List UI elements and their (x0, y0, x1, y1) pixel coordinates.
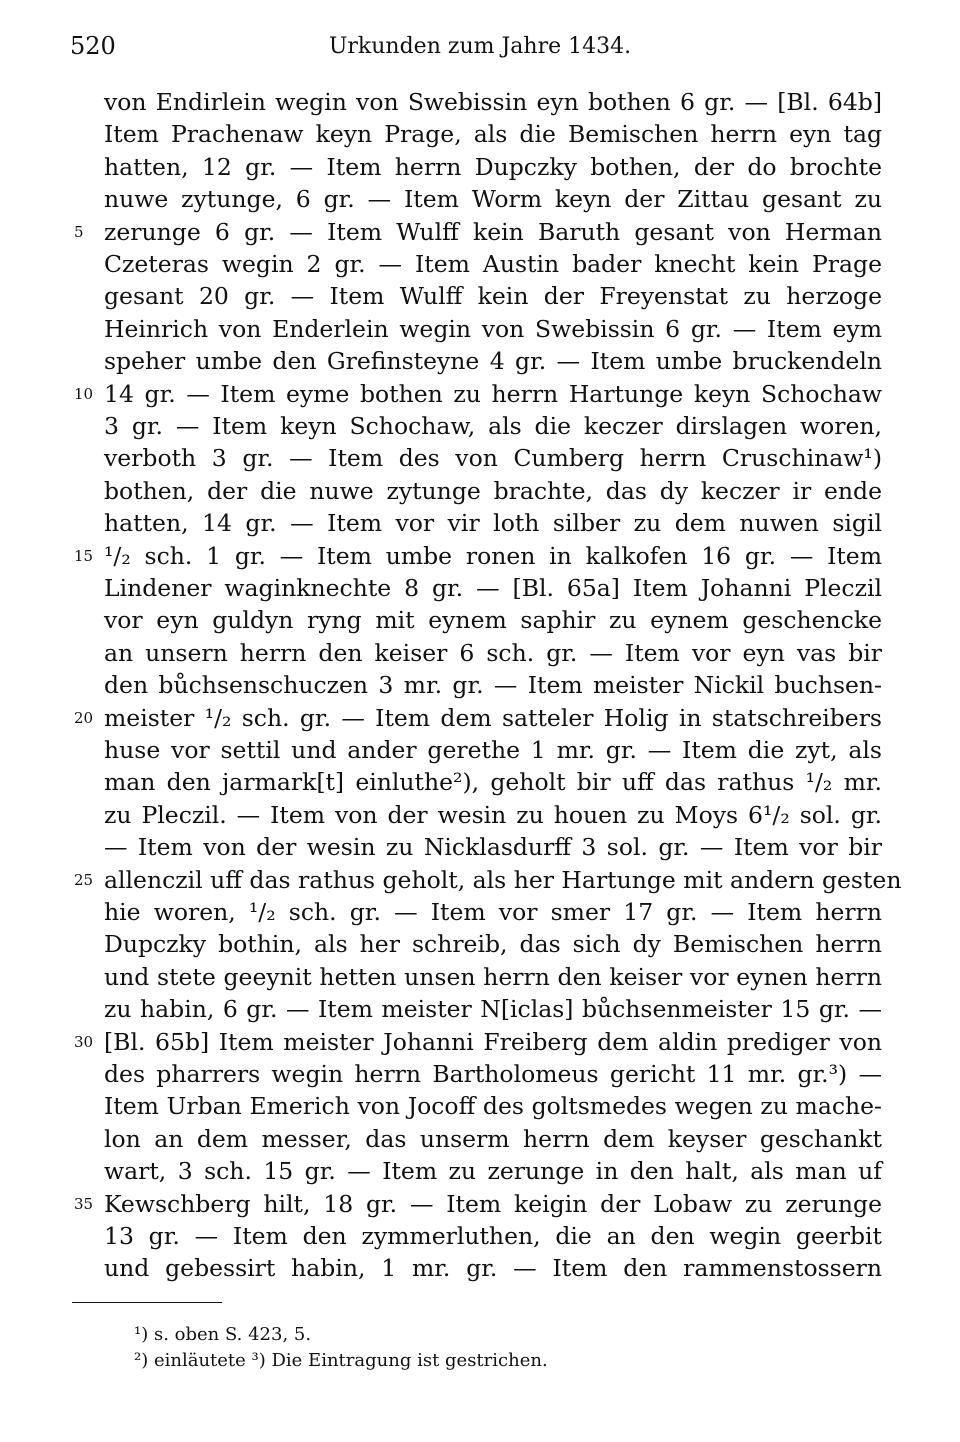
text-line (0, 540, 960, 573)
line-text: Czeteras wegin 2 gr. — Item Austin bader knecht kein Prage (104, 250, 882, 278)
text-line (0, 378, 960, 411)
text-line (0, 766, 960, 799)
text-line (0, 896, 960, 929)
text-line (0, 1220, 960, 1253)
line-text: den bůchsenschuczen 3 mr. gr. — Item meister Nickil buchsen- (104, 671, 882, 700)
text-line (0, 864, 960, 897)
line-number: 5 (74, 222, 84, 241)
line-text: Lindener waginknechte 8 gr. — [Bl. 65a] Item Johanni Pleczil (104, 574, 882, 602)
text-line (0, 702, 960, 735)
line-text: 14 gr. — Item eyme bothen zu herrn Hartunge keyn Schochaw (104, 379, 882, 408)
text-line (0, 183, 960, 216)
line-text: hatten, 14 gr. — Item vor vir loth silber zu dem nuwen sigil (104, 509, 882, 538)
text-line (0, 313, 960, 346)
footnote: ²) einläutete ³) Die Eintragung ist gestrichen. (134, 1350, 548, 1371)
text-line (0, 799, 960, 832)
text-line (0, 1123, 960, 1156)
line-text: zerunge 6 gr. — Item Wulff kein Baruth gesant von Herman (104, 217, 882, 246)
text-line (0, 1188, 960, 1221)
line-text: lon an dem messer, das unserm herrn dem keyser geschankt (104, 1124, 882, 1153)
line-text: allenczil uff das rathus geholt, als her Hartunge mit andern gesten (104, 865, 902, 894)
text-line (0, 248, 960, 281)
line-number: 20 (74, 708, 94, 727)
line-number: 10 (74, 384, 94, 403)
line-text: zu habin, 6 gr. — Item meister N[iclas] bůchsenmeister 15 gr. — (104, 995, 882, 1024)
text-line (0, 475, 960, 508)
text-line (0, 442, 960, 475)
line-text: des pharrers wegin herrn Bartholomeus gericht 11 mr. gr.³) — (104, 1060, 882, 1088)
text-line (0, 928, 960, 961)
text-line (0, 1155, 960, 1188)
line-text: ¹/₂ sch. 1 gr. — Item umbe ronen in kalkofen 16 gr. — Item (104, 541, 882, 570)
line-text: 3 gr. — Item keyn Schochaw, als die keczer dirslagen woren, (104, 412, 882, 440)
line-text: verboth 3 gr. — Item des von Cumberg herrn Cruschinaw¹) (104, 444, 882, 473)
text-line (0, 604, 960, 637)
footnote-rule (72, 1302, 222, 1303)
line-text: wart, 3 sch. 15 gr. — Item zu zerunge in den halt, als man uf (104, 1157, 882, 1186)
line-text: vor eyn guldyn ryng mit eynem saphir zu eynem geschencke (104, 606, 882, 635)
line-text: an unsern herrn den keiser 6 sch. gr. — Item vor eyn vas bir (104, 638, 882, 667)
line-text: zu Pleczil. — Item von der wesin zu houen zu Moys 6¹/₂ sol. gr. (104, 800, 882, 829)
line-number: 25 (74, 870, 94, 889)
line-number: 30 (74, 1032, 94, 1051)
line-text: hatten, 12 gr. — Item herrn Dupczky bothen, der do brochte (104, 152, 882, 181)
line-text: Item Prachenaw keyn Prage, als die Bemischen herrn eyn tag (104, 120, 882, 149)
line-text: 13 gr. — Item den zymmerluthen, die an den wegin geerbit (104, 1222, 882, 1250)
text-line (0, 118, 960, 151)
text-line (0, 1252, 960, 1285)
line-text: hie woren, ¹/₂ sch. gr. — Item vor smer 17 gr. — Item herrn (104, 898, 882, 926)
text-line (0, 572, 960, 605)
line-text: Dupczky bothin, als her schreib, das sich dy Bemischen herrn (104, 930, 882, 959)
line-number: 15 (74, 546, 94, 565)
text-line (0, 734, 960, 767)
text-line (0, 410, 960, 443)
text-line (0, 1058, 960, 1091)
line-text: — Item von der wesin zu Nicklasdurff 3 sol. gr. — Item vor bir (104, 833, 882, 862)
text-line (0, 1090, 960, 1123)
text-line (0, 216, 960, 249)
line-text: bothen, der die nuwe zytunge brachte, das dy keczer ir ende (104, 476, 882, 505)
line-text: speher umbe den Grefinsteyne 4 gr. — Item umbe bruckendeln (104, 347, 882, 376)
line-text: [Bl. 65b] Item meister Johanni Freiberg dem aldin prediger von (104, 1027, 882, 1056)
text-line (0, 86, 960, 119)
text-line (0, 637, 960, 670)
footnote: ¹) s. oben S. 423, 5. (134, 1324, 312, 1345)
text-line (0, 993, 960, 1026)
text-line (0, 669, 960, 702)
line-text: und gebessirt habin, 1 mr. gr. — Item den rammenstossern (104, 1254, 882, 1283)
line-text: Item Urban Emerich von Jocoff des goltsmedes wegen zu mache- (104, 1092, 882, 1121)
page-number: 520 (70, 32, 116, 60)
line-text: meister ¹/₂ sch. gr. — Item dem satteler Holig in statschreibers (104, 703, 882, 732)
line-text: gesant 20 gr. — Item Wulff kein der Freyenstat zu herzoge (104, 282, 882, 311)
text-line (0, 831, 960, 864)
line-text: nuwe zytunge, 6 gr. — Item Worm keyn der Zittau gesant zu (104, 185, 882, 214)
line-text: huse vor settil und ander gerethe 1 mr. gr. — Item die zyt, als (104, 736, 882, 764)
footnotes (134, 1322, 548, 1374)
page-header (70, 32, 890, 66)
line-text: Kewschberg hilt, 18 gr. — Item keigin der Lobaw zu zerunge (104, 1189, 882, 1218)
text-line (0, 345, 960, 378)
line-number: 35 (74, 1194, 94, 1213)
text-line (0, 1026, 960, 1059)
text-line (0, 961, 960, 994)
running-title: Urkunden zum Jahre 1434. (328, 34, 632, 59)
line-text: Heinrich von Enderlein wegin von Swebissin 6 gr. — Item eym (104, 314, 882, 343)
text-line (0, 507, 960, 540)
text-line (0, 151, 960, 184)
text-line (0, 280, 960, 313)
line-text: von Endirlein wegin von Swebissin eyn bothen 6 gr. — [Bl. 64b] (104, 88, 882, 116)
line-text: man den jarmark[t] einluthe²), geholt bir uff das rathus ¹/₂ mr. (104, 768, 882, 797)
line-text: und stete geeynit hetten unsen herrn den keiser vor eynen herrn (104, 962, 882, 991)
